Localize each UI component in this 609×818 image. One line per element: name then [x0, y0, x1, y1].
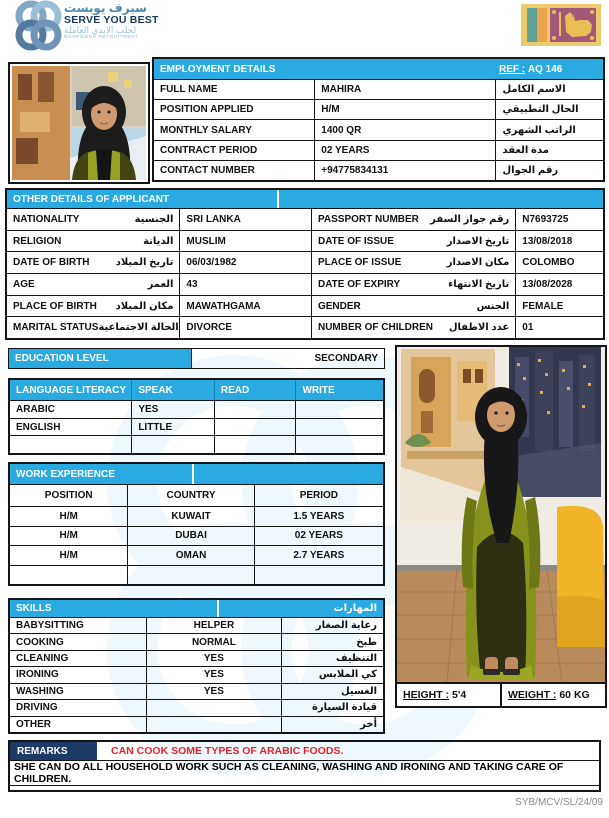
- read-value: [214, 436, 296, 453]
- sri-lanka-flag-icon: [521, 4, 601, 46]
- table-row: [10, 400, 383, 418]
- agency-tagline: MANPOWER RECRUITMENT: [64, 34, 139, 40]
- table-row: [10, 435, 383, 453]
- field-label: MONTHLY SALARY: [160, 124, 252, 136]
- language-name: ARABIC: [16, 403, 55, 415]
- column-header: WRITE: [295, 380, 383, 400]
- field-label: NATIONALITY الجنسية: [13, 213, 174, 225]
- table-row: [10, 418, 383, 436]
- field-label: RELIGION الديانة: [13, 235, 174, 247]
- table-row: [10, 506, 383, 526]
- field-label-arabic: الحال التطبيقي: [495, 100, 603, 119]
- table-row: [7, 251, 603, 273]
- column-header: COUNTRY: [127, 485, 253, 506]
- position-value: [10, 566, 127, 585]
- skill-value: YES: [146, 667, 280, 682]
- skill-label-arabic: رعاية الصغار: [281, 618, 383, 633]
- country-value: DUBAI: [127, 527, 253, 546]
- skills-title: SKILLS: [16, 603, 52, 614]
- other-details-table: [5, 188, 605, 340]
- field-label: MARITAL STATUS الحالة الاجتماعية: [13, 322, 179, 334]
- field-label-arabic: الاسم الكامل: [495, 80, 603, 99]
- field-label: FULL NAME: [160, 84, 218, 96]
- employment-details-table: [152, 57, 605, 182]
- field-label-arabic: مدة العقد: [495, 141, 603, 160]
- field-label: AGE العمر: [13, 278, 174, 290]
- field-label-arabic: رقم الجوال: [495, 161, 603, 180]
- table-row: [154, 160, 603, 180]
- table-row: [154, 119, 603, 139]
- education-level-row: [8, 348, 385, 369]
- table-row: [154, 79, 603, 99]
- speak-value: YES: [131, 401, 214, 418]
- skill-label-arabic: التنظيف: [281, 651, 383, 666]
- country-value: OMAN: [127, 546, 253, 565]
- skills-table: [8, 598, 385, 734]
- field-label: CONTRACT PERIOD: [160, 144, 258, 156]
- employment-details-title: EMPLOYMENT DETAILS: [160, 63, 276, 75]
- field-label: PLACE OF ISSUE مكان الاصدار: [311, 252, 515, 273]
- field-value: 02 YEARS: [314, 141, 495, 160]
- skill-value: YES: [146, 651, 280, 666]
- work-experience-header: [10, 464, 383, 484]
- position-value: H/M: [59, 530, 78, 542]
- skill-label: DRIVING: [16, 702, 58, 714]
- remarks-header-row: [10, 742, 599, 760]
- write-value: [295, 436, 383, 453]
- skill-label-arabic: الغسيل: [281, 684, 383, 699]
- skill-value: [146, 700, 280, 715]
- skill-label: WASHING: [16, 685, 64, 697]
- field-value: MUSLIM: [179, 231, 311, 252]
- agency-logo-icon: [8, 0, 68, 56]
- other-details-header: [7, 190, 603, 208]
- table-row: [154, 140, 603, 160]
- experience-columns-row: [10, 484, 383, 506]
- column-header: PERIOD: [254, 485, 383, 506]
- period-value: [254, 566, 383, 585]
- other-details-title: OTHER DETAILS OF APPLICANT: [13, 193, 170, 205]
- table-row: [10, 699, 383, 715]
- skill-label: CLEANING: [16, 653, 69, 665]
- agency-tagline-arabic: لجلب الايدي العاملة: [64, 24, 137, 35]
- ref-number: REF : AQ 146: [499, 63, 563, 75]
- remarks-block: [8, 740, 601, 792]
- country-value: KUWAIT: [127, 507, 253, 526]
- position-value: H/M: [59, 510, 78, 522]
- remarks-note: SHE CAN DO ALL HOUSEHOLD WORK SUCH AS CLEANING, WASHING AND IRONING AND TAKING CARE OF CHILDREN.: [14, 761, 564, 785]
- skill-label-arabic: كي الملابس: [281, 667, 383, 682]
- field-value: MAWATHGAMA: [179, 296, 311, 317]
- header-filler: [279, 190, 603, 208]
- field-value: N7693725: [515, 209, 603, 230]
- document-code: SYB/MCV/SL/24/09: [515, 797, 603, 808]
- field-value: 01: [515, 317, 603, 338]
- skill-value: YES: [146, 684, 280, 699]
- language-literacy-table: [8, 378, 385, 455]
- field-value: DIVORCE: [179, 317, 311, 338]
- education-level-value: SECONDARY: [191, 349, 384, 368]
- skill-label-arabic: طبخ: [281, 634, 383, 649]
- table-row: [154, 99, 603, 119]
- table-row: [10, 545, 383, 565]
- table-row: [10, 617, 383, 633]
- skill-label: COOKING: [16, 636, 64, 648]
- field-label: DATE OF EXPIRY تاريخ الانتهاء: [311, 274, 515, 295]
- applicant-photo-full-body: [395, 345, 607, 708]
- agency-identity: [64, 2, 164, 40]
- skill-value: NORMAL: [146, 634, 280, 649]
- table-row: [10, 526, 383, 546]
- read-value: [214, 419, 296, 436]
- position-value: H/M: [59, 549, 78, 561]
- speak-value: [131, 436, 214, 453]
- weight-field: WEIGHT : 60 KG: [500, 684, 605, 706]
- column-header: POSITION: [44, 490, 93, 501]
- skill-label-arabic: قيادة السيارة: [281, 700, 383, 715]
- table-row: [10, 565, 383, 585]
- work-experience-table: [8, 462, 385, 586]
- skill-value: HELPER: [146, 618, 280, 633]
- write-value: [295, 401, 383, 418]
- remarks-note-row: [10, 760, 599, 785]
- table-row: [7, 316, 603, 338]
- field-label: PLACE OF BIRTH مكان الميلاد: [13, 300, 174, 312]
- field-label: NUMBER OF CHILDREN عدد الاطفال: [311, 317, 515, 338]
- field-value: 13/08/2018: [515, 231, 603, 252]
- remarks-title: REMARKS: [10, 742, 97, 760]
- speak-value: LITTLE: [131, 419, 214, 436]
- column-header: LANGUAGE LITERACY: [16, 384, 126, 396]
- skill-label-arabic: أخر: [281, 717, 383, 732]
- language-table-header: [10, 380, 383, 400]
- applicant-photo-portrait: [8, 62, 150, 184]
- portrait-photo-image: [12, 66, 146, 180]
- field-label-arabic: الراتب الشهري: [495, 120, 603, 139]
- table-row: [10, 716, 383, 732]
- table-row: [10, 666, 383, 682]
- table-row: [10, 683, 383, 699]
- period-value: 2.7 YEARS: [254, 546, 383, 565]
- skill-label: OTHER: [16, 718, 51, 730]
- skill-label: BABYSITTING: [16, 620, 84, 632]
- height-field: HEIGHT : 5'4: [403, 689, 467, 701]
- table-row: [7, 273, 603, 295]
- field-value: FEMALE: [515, 296, 603, 317]
- field-value: 06/03/1982: [179, 252, 311, 273]
- table-row: [10, 633, 383, 649]
- height-weight-row: [397, 682, 605, 706]
- work-experience-title: WORK EXPERIENCE: [16, 468, 115, 480]
- read-value: [214, 401, 296, 418]
- employment-details-header: [154, 59, 603, 79]
- education-level-label: EDUCATION LEVEL: [9, 349, 191, 368]
- table-row: [7, 295, 603, 317]
- period-value: 1.5 YEARS: [254, 507, 383, 526]
- field-value: SRI LANKA: [179, 209, 311, 230]
- field-value: MAHIRA: [314, 80, 495, 99]
- language-name: [10, 436, 131, 453]
- field-value: +94775834131: [314, 161, 495, 180]
- country-value: [127, 566, 253, 585]
- skill-label: IRONING: [16, 669, 59, 681]
- skills-title-arabic: المهارات: [333, 603, 377, 614]
- table-row: [7, 208, 603, 230]
- table-row: [7, 230, 603, 252]
- language-name: ENGLISH: [16, 421, 61, 433]
- column-header: SPEAK: [131, 380, 214, 400]
- header-filler: [194, 464, 383, 484]
- full-body-photo-image: [397, 347, 605, 682]
- write-value: [295, 419, 383, 436]
- field-label: DATE OF ISSUE تاريخ الاصدار: [311, 231, 515, 252]
- agency-name-arabic: سيرف يوبست: [64, 1, 147, 15]
- field-label: CONTACT NUMBER: [160, 164, 255, 176]
- field-label: GENDER الجنس: [311, 296, 515, 317]
- agency-name: SERVE YOU BEST: [64, 13, 159, 26]
- remarks-highlight: CAN COOK SOME TYPES OF ARABIC FOODS.: [111, 745, 344, 757]
- field-label: PASSPORT NUMBER رقم جواز السفر: [311, 209, 515, 230]
- field-value: COLOMBO: [515, 252, 603, 273]
- column-header: READ: [214, 380, 296, 400]
- skills-header: [10, 600, 383, 617]
- field-value: H/M: [314, 100, 495, 119]
- field-label: DATE OF BIRTH تاريخ الميلاد: [13, 257, 174, 269]
- field-value: 13/08/2028: [515, 274, 603, 295]
- table-row: [10, 650, 383, 666]
- period-value: 02 YEARS: [254, 527, 383, 546]
- remarks-empty-row: [10, 785, 599, 790]
- field-value: 43: [179, 274, 311, 295]
- skill-value: [146, 717, 280, 732]
- field-value: 1400 QR: [314, 120, 495, 139]
- field-label: POSITION APPLIED: [160, 104, 254, 116]
